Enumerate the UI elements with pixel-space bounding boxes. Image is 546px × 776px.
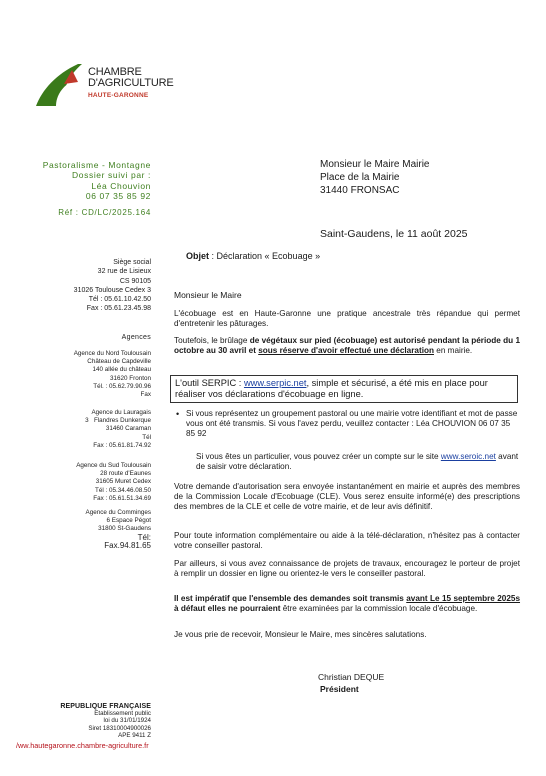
p8-end: être examinées par la commission locale d'écobuage.	[280, 604, 478, 613]
agency-lauragais-number: 3	[85, 417, 89, 425]
chamber-logo-icon	[34, 60, 84, 108]
agency-sud	[76, 462, 151, 503]
agency-lauragais-city: 31460 Caraman	[105, 425, 151, 433]
agency-comminges-tel-value: :	[148, 532, 151, 542]
agency-comminges-fax	[59, 542, 151, 550]
agency-nord-line3: 140 allée du château	[92, 366, 151, 374]
footer-republic: REPUBLIQUE FRANÇAISE	[60, 703, 151, 710]
agency-lauragais-tel: Tél	[142, 433, 151, 441]
paragraph-travaux: Par ailleurs, si vous avez connaissance de projets de travaux, encouragez le porteur de projet à remplir un dossier en ligne ou orientez-le vers le conseiller pastoral.	[174, 559, 520, 578]
signatory-title: Président	[320, 684, 359, 694]
p2-and: et	[246, 346, 259, 355]
agency-comminges-name: Agence du Comminges	[85, 509, 151, 516]
p8-date: avant Le 15 septembre 2025s	[406, 594, 521, 603]
p8-start: Il est impératif que l'ensemble des demandes soit transmis	[174, 594, 407, 603]
agency-nord-tel	[74, 383, 151, 391]
footer-legal	[60, 703, 151, 739]
agency-comminges-tel-label: Tél	[137, 532, 149, 542]
logo-text	[88, 67, 173, 89]
agency-nord	[74, 350, 151, 399]
reference: Réf : CD/LC/2025.164	[58, 208, 151, 217]
head-office-title: Siège social	[113, 259, 151, 266]
p2-start: Toutefois, le brûlage	[174, 336, 250, 345]
sender-service: Pastoralisme - Montagne	[42, 160, 151, 170]
head-office	[74, 258, 151, 314]
paragraph-deadline	[174, 594, 520, 614]
footer-ape: APE 9411 Z	[118, 731, 151, 739]
p8-warning: à défaut elles ne pourraient	[174, 604, 281, 613]
logo-line-1: CHAMBRE	[88, 66, 142, 78]
recipient-address	[320, 158, 429, 197]
head-office-tel: Tél : 05.61.10.42.50	[88, 296, 151, 304]
letter-object	[186, 251, 320, 261]
p2-end: en mairie.	[433, 346, 473, 355]
agency-lauragais-name: Agence du Lauragais	[91, 409, 151, 416]
agency-lauragais-street: Flandres Dunkerque	[93, 417, 151, 425]
bullet-icon: •	[176, 409, 180, 419]
p2-period: de végétaux sur pied (écobuage) est autorisé pendant la période du 1 octobre au 30 avril	[174, 336, 521, 355]
agency-comminges-fax-value: .94.81.65	[117, 540, 151, 550]
serpic-text: , simple et sécurisé, a été mis en place pour réaliser vos déclarations d'écobuage en ligne.	[175, 378, 488, 399]
footer-establishment: Etablissement public	[94, 710, 151, 718]
particulier-intro: Si vous êtes un particulier, vous pouvez créer un compte sur le site	[196, 452, 441, 461]
recipient-line-1: Monsieur le Maire Mairie	[320, 159, 430, 170]
head-office-fax: Fax : 05.61.23.45.98	[86, 305, 151, 313]
recipient-line-3: 31440 FRONSAC	[320, 185, 400, 196]
object-text: : Déclaration « Ecobuage »	[209, 251, 321, 261]
serpic-intro: L'outil SERPIC :	[175, 378, 244, 388]
object-label: Objet	[186, 251, 210, 261]
bullet-groupement: Si vous représentez un groupement pastoral ou une mairie votre identifiant et mot de passe vous ont été transmis. Si vous l'avez perdu, veuillez contacter : Léa CHOUVION 06 07 35 85 92	[186, 409, 518, 438]
particulier-end: avant de saisir votre déclaration.	[196, 452, 519, 471]
agency-nord-city: 31620 Fronton	[110, 374, 151, 382]
seroic-link[interactable]: www.seroic.net	[440, 452, 496, 461]
sender-block	[43, 160, 151, 201]
head-office-city: 31026 Toulouse Cedex 3	[73, 286, 151, 294]
agency-sud-name: Agence du Sud Toulousain	[76, 462, 151, 469]
agency-comminges-fax-label: Fax	[104, 540, 118, 550]
head-office-street: 32 rue de Lisieux	[97, 268, 151, 276]
agency-nord-name: Agence du Nord Toulousain	[73, 350, 151, 357]
logo-subtitle: HAUTE-GARONNE	[88, 92, 149, 99]
serpic-link[interactable]: www.serpic.net	[243, 378, 307, 388]
letter-date: Saint-Gaudens, le 11 août 2025	[320, 228, 468, 240]
agency-nord-tel-value: : 05.62.79.90.96	[105, 382, 151, 390]
sender-name: Léa Chouvion	[91, 180, 151, 191]
paragraph-demande: Votre demande d'autorisation sera envoyée instantanément en mairie et auprès des membres de la Commission Locale d'Ecobuage (CLE). Vous serez ensuite informé(e) des prescriptions des membres de la CLE et celle de votre mairie, et de leur avis définitif.	[174, 482, 520, 511]
recipient-line-2: Place de la Mairie	[320, 172, 400, 183]
logo-line-2: D'AGRICULTURE	[88, 77, 174, 89]
agency-nord-fax: Fax	[140, 391, 151, 399]
footer-website-link[interactable]: /ww.hautegaronne.chambre-agriculture.fr	[16, 741, 149, 750]
agency-nord-line2: Château de Capdeville	[87, 358, 151, 366]
agency-comminges-street: 6 Espace Pégot	[106, 517, 151, 525]
paragraph-regulation	[174, 336, 520, 356]
agency-sud-tel: Tél : 05.34.46.08.50	[94, 486, 151, 494]
agency-sud-fax: Fax : 05.61.51.34.69	[93, 494, 151, 502]
agency-nord-tel-label: Tél.	[93, 382, 104, 390]
sender-followed-by: Dossier suivi par :	[72, 170, 151, 181]
agency-sud-street: 28 route d'Eaunes	[100, 470, 151, 478]
agency-comminges-city: 31800 St-Gaudens	[98, 525, 151, 533]
p2-condition: sous réserve d'avoir effectué une déclaration	[258, 346, 434, 355]
agency-lauragais	[85, 409, 151, 450]
paragraph-particulier	[196, 452, 520, 472]
agency-lauragais-line2	[85, 417, 151, 425]
agency-comminges	[59, 509, 151, 550]
head-office-cs: CS 90105	[119, 277, 151, 285]
agency-sud-city: 31605 Muret Cedex	[95, 478, 151, 486]
paragraph-ecobuage: L'écobuage est en Haute-Garonne une pratique ancestrale très répandue qui permet d'entretenir les pâturages.	[174, 309, 520, 328]
footer-law: loi du 31/01/1924	[103, 717, 151, 725]
agencies-title: Agences	[121, 334, 151, 341]
footer-siret: Siret 18310004900026	[88, 724, 151, 732]
sender-phone: 06 07 35 85 92	[85, 190, 151, 201]
salutation: Monsieur le Maire	[174, 290, 242, 300]
paragraph-information: Pour toute information complémentaire ou aide à la télé-déclaration, n'hésitez pas à contacter votre conseiller pastoral.	[174, 531, 520, 550]
agency-lauragais-fax: Fax : 05.61.81.74.92	[93, 441, 151, 449]
signatory-name: Christian DEQUE	[318, 672, 385, 682]
serpic-box	[170, 375, 518, 403]
closing-formula: Je vous prie de recevoir, Monsieur le Maire, mes sincères salutations.	[174, 630, 427, 639]
